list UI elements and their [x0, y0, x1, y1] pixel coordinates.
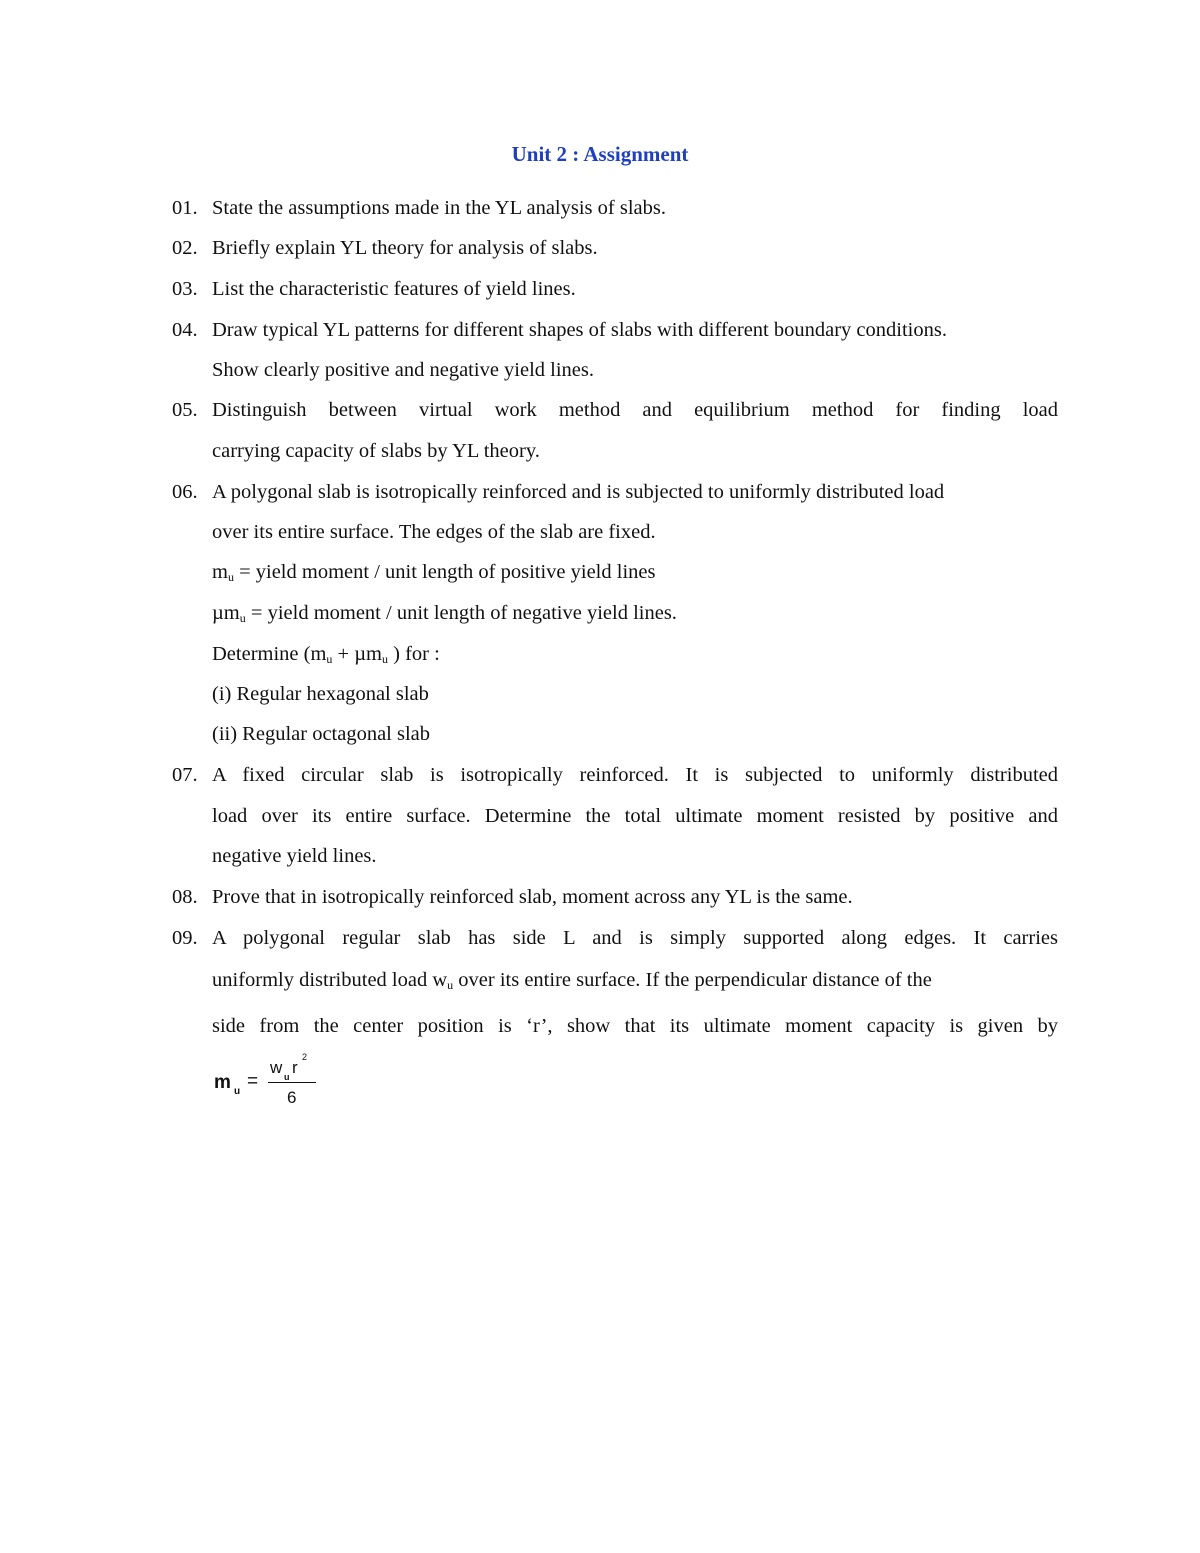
definition-text: $m_u$ = yield moment / unit length of positive yield lines [212, 561, 656, 584]
formula-lhs-subscript: u [234, 1086, 241, 1097]
question-number: 08. [172, 886, 198, 908]
question-text: A polygonal regular slab has side L and is simply supported along edges. It carries [212, 927, 1058, 949]
question-text: over its entire surface. The edges of the slab are fixed. [212, 521, 656, 543]
question-text: Prove that in isotropically reinforced slab, moment across any YL is the same. [212, 886, 853, 908]
formula-numerator-w: w [270, 1058, 283, 1077]
formula-equals: = [247, 1071, 259, 1092]
question-number: 06. [172, 481, 198, 503]
question-text: negative yield lines. [212, 845, 377, 867]
determine-text: Determine ($m_u + \mu m_u$ ) for : [212, 643, 440, 666]
sub-part-text: (ii) Regular octagonal slab [212, 723, 431, 745]
question-text: A fixed circular slab is isotropically reinforced. It is subjected to uniformly distributed [212, 764, 1058, 786]
question-text: Draw typical YL patterns for different shapes of slabs with different boundary conditions. [212, 319, 947, 341]
question-text: load over its entire surface. Determine the total ultimate moment resisted by positive and [212, 805, 1058, 827]
question-number: 04. [172, 319, 198, 341]
question-text: Distinguish between virtual work method and equilibrium method for finding load [212, 399, 1058, 421]
definition-text: µm$_u$ = yield moment / unit length of negative yield lines. [212, 602, 677, 625]
question-text: List the characteristic features of yield lines. [212, 278, 576, 300]
formula-numerator-r: r [292, 1058, 298, 1077]
question-number: 02. [172, 237, 198, 259]
question-number: 07. [172, 764, 198, 786]
question-number: 01. [172, 197, 198, 219]
question-number: 09. [172, 927, 198, 949]
formula-numerator-exponent: 2 [302, 1052, 308, 1062]
question-text: Briefly explain YL theory for analysis of slabs. [212, 237, 598, 259]
sub-part-text: (i) Regular hexagonal slab [212, 683, 429, 705]
question-number: 03. [172, 278, 198, 300]
fraction-bar [268, 1082, 316, 1083]
question-number: 05. [172, 399, 198, 421]
formula-denominator: 6 [287, 1088, 297, 1107]
formula-lhs: m [214, 1072, 231, 1093]
question-text: Show clearly positive and negative yield lines. [212, 359, 595, 381]
question-text: carrying capacity of slabs by YL theory. [212, 440, 540, 462]
page-title: Unit 2 : Assignment [511, 142, 689, 166]
moment-capacity-formula [214, 1052, 334, 1118]
question-text: A polygonal slab is isotropically reinforced and is subjected to uniformly distributed load [212, 481, 945, 503]
question-text: State the assumptions made in the YL analysis of slabs. [212, 197, 666, 219]
question-text: side from the center position is ‘r’, show that its ultimate moment capacity is given by [212, 1015, 1058, 1037]
question-text: uniformly distributed load $w_u$ over its entire surface. If the perpendicular distance of the [212, 969, 932, 992]
formula-numerator-subscript: u [284, 1072, 290, 1082]
